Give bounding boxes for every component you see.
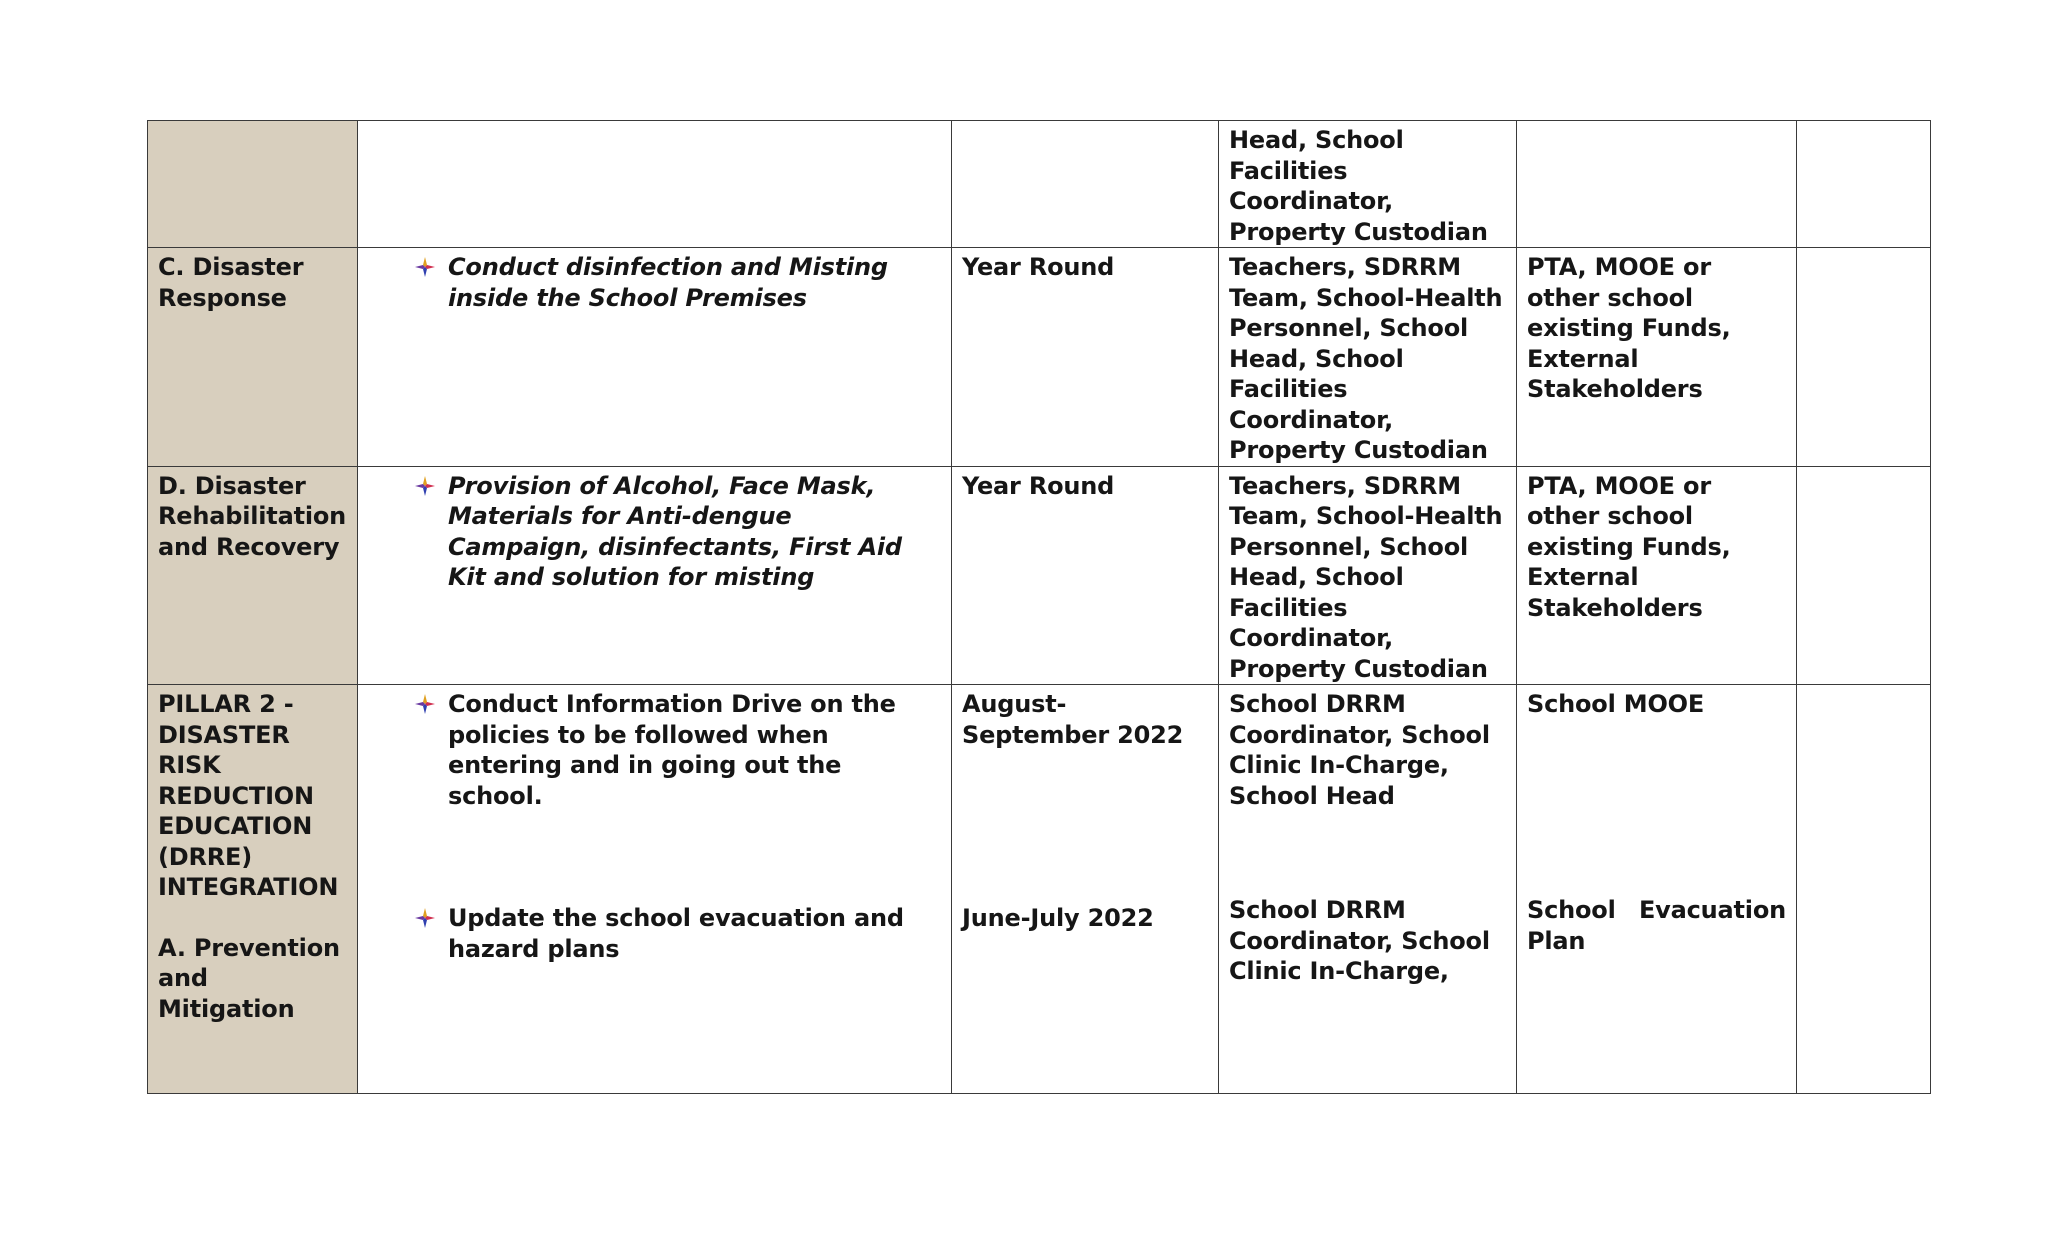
- activity-cell: [358, 248, 952, 467]
- persons-involved-cell: Teachers, SDRRM Team, School-Health Personnel, School Head, School Facilities Coordinator, Property Custodian: [1219, 248, 1517, 467]
- pillar-title: PILLAR 2 - DISASTER RISK REDUCTION EDUCATION (DRRE) INTEGRATION: [158, 690, 339, 901]
- activity-item: [368, 903, 941, 964]
- remarks-cell: [1797, 685, 1931, 1094]
- remarks-cell: [1797, 466, 1931, 685]
- time-frame-cell: [952, 685, 1219, 1094]
- remarks-cell: [1797, 248, 1931, 467]
- four-point-star-bullet-icon: [414, 693, 436, 715]
- resources-cell: [1517, 685, 1797, 1094]
- time-frame-cell: Year Round: [952, 248, 1219, 467]
- activity-item: [368, 471, 941, 593]
- table-row: [148, 121, 1931, 248]
- resources-cell: PTA, MOOE or other school existing Funds, External Stakeholders: [1517, 248, 1797, 467]
- time-frame-cell: [952, 121, 1219, 248]
- activity-text: Conduct Information Drive on the policies to be followed when entering and in going out the school.: [448, 690, 896, 810]
- four-point-star-bullet-icon: [414, 475, 436, 497]
- resources-cell: [1517, 121, 1797, 248]
- persons-text: School DRRM Coordinator, School Clinic In-Charge, School Head: [1229, 690, 1490, 810]
- resources-text: School Evacuation Plan: [1527, 896, 1786, 955]
- activity-item: [368, 252, 941, 313]
- four-point-star-bullet-icon: [414, 907, 436, 929]
- time-frame-text: June-July 2022: [962, 904, 1154, 932]
- resources-text: School MOOE: [1527, 690, 1705, 718]
- activity-item: [368, 689, 941, 903]
- persons-text: School DRRM Coordinator, School Clinic In-Charge,: [1229, 896, 1490, 985]
- focus-area-subtitle: A. Prevention and Mitigation: [158, 933, 340, 1023]
- activity-cell: [358, 466, 952, 685]
- persons-involved-cell: Teachers, SDRRM Team, School-Health Personnel, School Head, School Facilities Coordinator, Property Custodian: [1219, 466, 1517, 685]
- table-row: [148, 685, 1931, 1094]
- activity-text: Update the school evacuation and hazard plans: [448, 904, 904, 963]
- focus-area-cell: [148, 121, 358, 248]
- activity-cell: [358, 685, 952, 1094]
- remarks-cell: [1797, 121, 1931, 248]
- activity-text: Conduct disinfection and Misting inside the School Premises: [448, 253, 888, 312]
- persons-involved-cell: [1219, 685, 1517, 1094]
- resources-cell: PTA, MOOE or other school existing Funds, External Stakeholders: [1517, 466, 1797, 685]
- focus-area-cell: C. Disaster Response: [148, 248, 358, 467]
- persons-involved-cell: Head, School Facilities Coordinator, Property Custodian: [1219, 121, 1517, 248]
- activity-text: Provision of Alcohol, Face Mask, Materials for Anti-dengue Campaign, disinfectants, First Aid Kit and solution for misting: [448, 471, 902, 591]
- focus-area-cell: [148, 685, 358, 1094]
- table-row: [148, 466, 1931, 685]
- four-point-star-bullet-icon: [414, 256, 436, 278]
- school-drrm-action-plan-table: [147, 120, 1931, 1094]
- table-row: [148, 248, 1931, 467]
- time-frame-text: August- September 2022: [962, 690, 1184, 749]
- activity-cell: [358, 121, 952, 248]
- time-frame-cell: Year Round: [952, 466, 1219, 685]
- focus-area-cell: D. Disaster Rehabilitation and Recovery: [148, 466, 358, 685]
